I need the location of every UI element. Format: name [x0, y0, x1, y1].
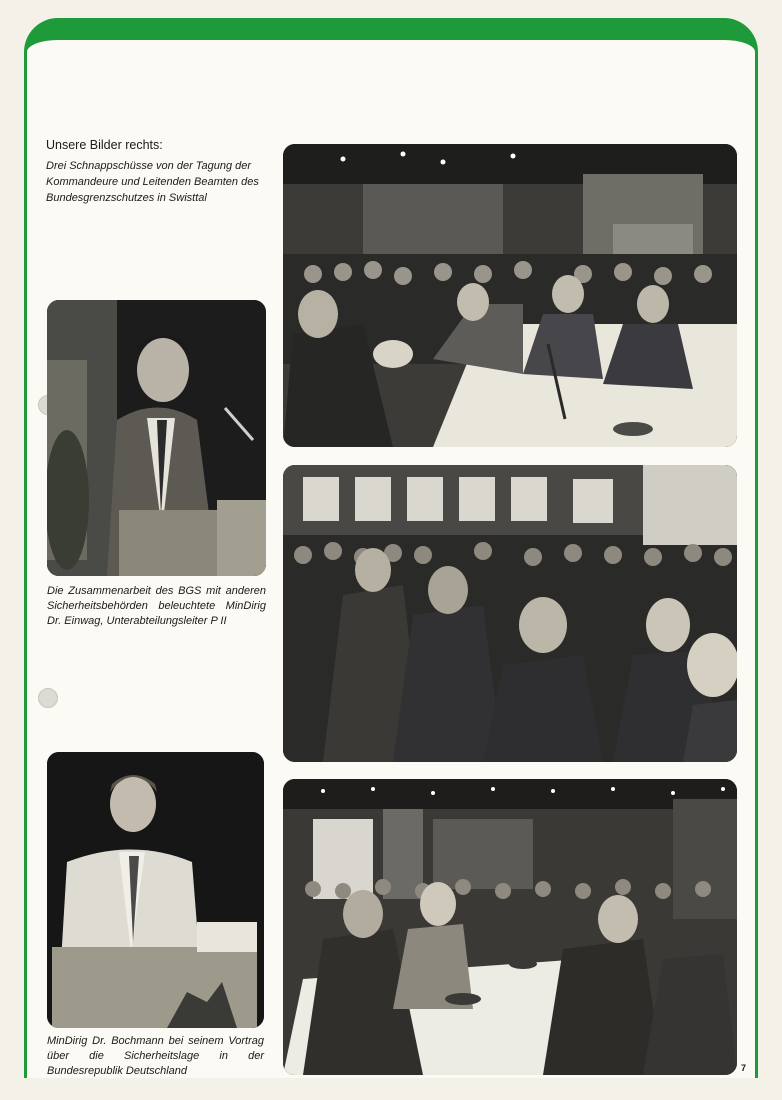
- photo-audience: [283, 465, 737, 762]
- intro-caption: Drei Schnappschüsse von der Tagung der Kommandeure und Leitenden Beamten des Bundesgrenzschutzes in Swisttal: [46, 160, 259, 204]
- intro-heading: Unsere Bilder rechts:: [46, 138, 163, 152]
- page-number: 7: [741, 1063, 747, 1073]
- caption-bochmann: MinDirig Dr. Bochmann bei seinem Vortrag über die Sicherheitslage in der Bundesrepublik Deutschland: [47, 1035, 264, 1077]
- photo-speaker-bochmann: [47, 752, 264, 1028]
- photo-conference-hall: [283, 779, 737, 1075]
- caption-einwag: Die Zusammenarbeit des BGS mit anderen Sicherheitsbehörden beleuchtete MinDirig Dr. Einwag, Unterabteilungsleiter P II: [47, 585, 266, 627]
- punch-hole-bottom: [38, 688, 58, 708]
- photo-speaker-einwag: [47, 300, 266, 576]
- photo-conference-table: [283, 144, 737, 447]
